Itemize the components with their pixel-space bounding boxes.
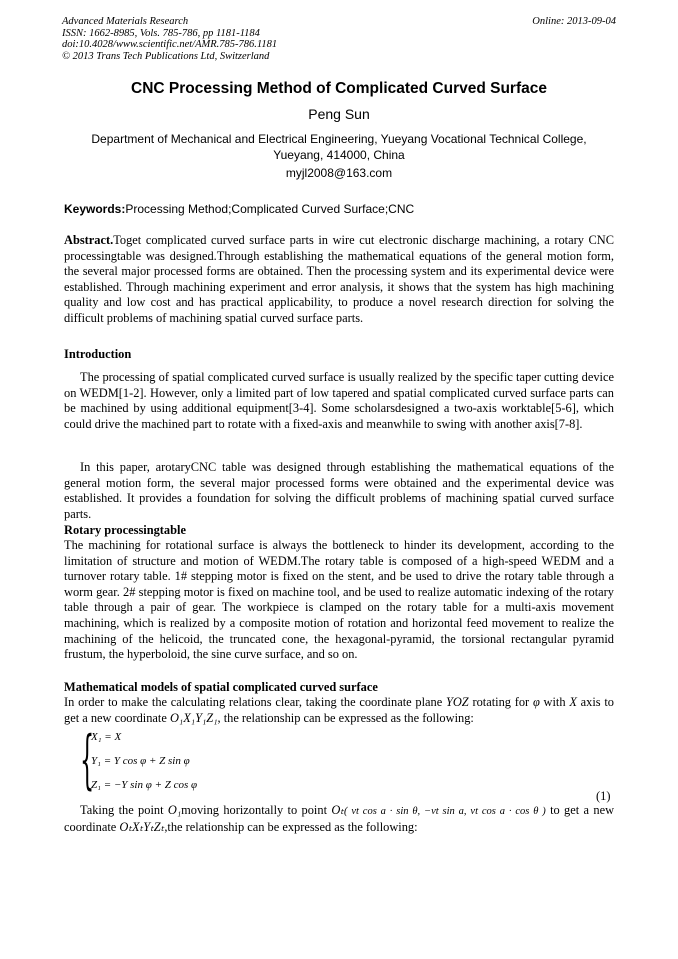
math-p1-text-b: rotating for — [468, 695, 533, 709]
doi-line: doi:10.4028/www.scientific.net/AMR.785-786.1181 — [62, 39, 278, 50]
equation-line-1: X₁ = X — [91, 731, 122, 743]
ot-symbol: Oₜ — [331, 803, 344, 817]
issn-line: ISSN: 1662-8985, Vols. 785-786, pp 1181-1184 — [62, 27, 260, 39]
math-p2-text-c: to get a new coordinate — [64, 803, 615, 834]
x-symbol: X — [569, 695, 577, 709]
section-heading-rotary: Rotary processingtable — [64, 523, 186, 537]
phi-symbol: φ — [532, 695, 540, 709]
math-paragraph-1 — [64, 695, 614, 726]
keywords-text: Processing Method;Complicated Curved Surface;CNC — [125, 202, 415, 216]
intro-paragraph-1 — [64, 370, 614, 432]
math-p1-text-c: with — [539, 695, 570, 709]
equation-line-2: Y₁ = Y cos φ + Z sin φ — [91, 755, 190, 767]
ot-expression: ( vt cos a · sin θ, −vt sin a, vt cos a · cos θ ) — [343, 806, 546, 817]
math-p1-text-d: axis to get a new coordinate — [64, 695, 614, 725]
intro-paragraph-2 — [64, 460, 614, 522]
math-p1-text-a: In order to make the calculating relations clear, taking the coordinate plane — [64, 695, 446, 709]
journal-name: Advanced Materials Research — [62, 16, 189, 27]
equation-line-3: Z₁ = −Y sin φ + Z cos φ — [91, 779, 198, 791]
section-heading-introduction: Introduction — [64, 347, 132, 361]
equation-number: (1) — [596, 789, 611, 803]
copyright-line: © 2013 Trans Tech Publications Ltd, Switzerland — [62, 50, 270, 62]
abstract — [64, 233, 614, 327]
abstract-text: Toget complicated curved surface parts in wire cut electronic discharge machining, a rotary CNC processingtable was designed.Through establishing the mathematical equations of the general motion form, the several major processed forms are obtained. Then the processing system and its experimental device were established. Through machining experiment and error analysis, it shows that the system has high machining quality and low cost and has practical applicability, to produce a novel research direction for solving the difficult problems of machining spatial curved surface parts. — [64, 233, 614, 325]
math-p2-text-d: ,the relationship can be expressed as the following: — [164, 819, 418, 834]
keywords-label: Keywords: — [64, 202, 126, 216]
online-date: Online: 2013-09-04 — [532, 16, 616, 27]
math-p1-text-e: , the relationship can be expressed as the following: — [217, 710, 474, 725]
keywords — [64, 202, 614, 216]
journal-header — [62, 16, 616, 62]
paper-title: CNC Processing Method of Complicated Curved Surface — [131, 80, 547, 97]
plane-symbol: YOZ — [445, 695, 469, 709]
math-p2-text-a: Taking the point — [80, 803, 168, 817]
author-email: myjl2008@163.com — [285, 166, 393, 180]
left-brace: { — [80, 723, 95, 797]
intro-p1-text: The processing of spatial complicated curved surface is usually realized by the specific taper cutting device on WEDM[1-2]. However, only a limited part of low tapered and spatial complicated curved surface parts can be machined by using additional equipment[3-4]. Some scholarsdesigned a two-axis worktable[5-6], which could drive the machined part to rotate with a fixed-axis and meanwhile to swing with another axis[7-8]. — [64, 370, 614, 431]
math-p2-text-b: moving horizontally to point — [181, 803, 332, 817]
equation-1 — [80, 723, 620, 803]
coordinate-symbol: O₁X₁Y₁Z₁ — [169, 710, 218, 725]
intro-p2-text: In this paper, arotaryCNC table was designed through establishing the mathematical equations of the general motion form, the several major processed forms were obtained and the experimental device was established. It provides a foundation for solving the difficult problems of machining spatial curved surface parts. — [64, 460, 614, 521]
author-name: Peng Sun — [308, 106, 370, 122]
section-heading-math: Mathematical models of spatial complicated curved surface — [64, 680, 378, 694]
rotary-paragraph: The machining for rotational surface is always the bottleneck to hinder its development, according to the limitation of structure and motion of WEDM.The rotary table is composed of a high-speed WEDM and a turnover rotary table. 1# stepping motor is fixed on the stent, and be used to drive the rotary table through a worm gear. 2# stepping motor is fixed on machine tool, and be used to realize automatic indexing of the rotary table through a pair of gear. The workpiece is clamped on the rotary table for a multi-axis movement machining, which is realized by a composite motion of rotation and horizontal feed movement to realize the machining of the helicoid, the truncated cone, the hexagonal-pyramid, the torsional rectangular pyramid frustum, the hyperboloid, the sine curve surface, and so on. — [64, 538, 614, 662]
math-paragraph-2 — [64, 803, 614, 835]
affiliation: Department of Mechanical and Electrical Engineering, Yueyang Vocational Technical College, Yueyang, 414000, China — [91, 132, 587, 162]
new-coordinate-symbol: OₜXₜYₜZₜ — [119, 819, 165, 834]
o1-symbol: O₁ — [167, 803, 182, 817]
abstract-label: Abstract. — [64, 233, 114, 247]
